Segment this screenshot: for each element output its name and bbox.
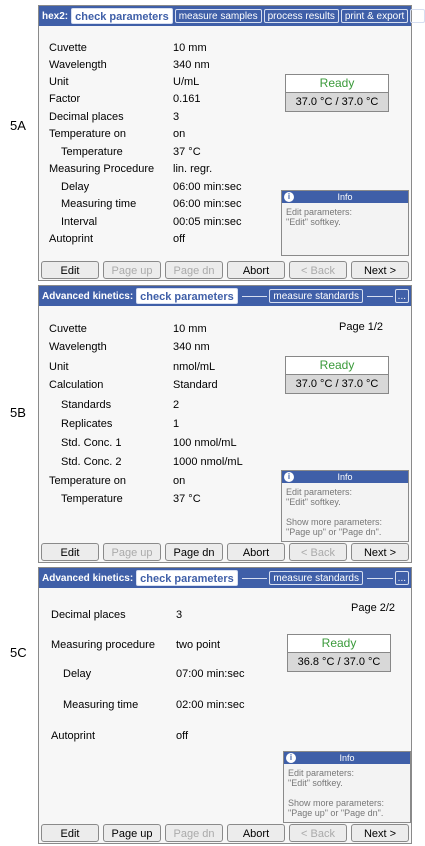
info-title: Info (339, 753, 355, 763)
param-name: Measuring Procedure (49, 163, 155, 175)
tab-more[interactable]: ... (395, 289, 409, 303)
param-value: 340 nm (173, 59, 210, 71)
param-name: Cuvette (49, 323, 87, 335)
param-value: nmol/mL (173, 361, 216, 373)
tab-measure-standards[interactable]: measure standards (269, 571, 363, 585)
param-name: Std. Conc. 2 (61, 456, 122, 468)
param-value: on (173, 475, 186, 487)
param-value: Standard (173, 379, 218, 391)
info-icon: i (284, 192, 294, 202)
param-value: off (173, 233, 186, 245)
tab-more[interactable]: ... (410, 9, 424, 23)
info-header (284, 752, 410, 764)
edit-button[interactable]: Edit (41, 824, 99, 842)
info-header (282, 191, 408, 203)
param-name: Measuring time (63, 699, 139, 711)
info-icon: i (284, 472, 294, 482)
param-name: Autoprint (49, 233, 94, 245)
tab-separator (367, 578, 393, 579)
param-value: on (173, 128, 186, 140)
param-name: Unit (49, 361, 69, 373)
param-name: Autoprint (51, 730, 96, 742)
softkey-bar (39, 543, 411, 563)
info-text: Edit parameters: "Edit" softkey. (286, 207, 353, 227)
param-name: Replicates (61, 418, 113, 430)
param-value: 00:05 min:sec (173, 216, 242, 228)
ready-status: Ready (288, 635, 390, 653)
page-indicator: Page 2/2 (351, 602, 396, 614)
tab-separator (367, 296, 393, 297)
tab-check-parameters[interactable]: check parameters (71, 8, 173, 24)
app-name: Advanced kinetics: (42, 572, 134, 584)
page-down-button[interactable]: Page dn (165, 261, 223, 279)
temperature-readout: 37.0 °C / 37.0 °C (286, 93, 388, 111)
param-name: Measuring time (61, 198, 137, 210)
param-name: Unit (49, 76, 69, 88)
param-value: 07:00 min:sec (176, 668, 245, 680)
param-name: Interval (61, 216, 98, 228)
param-value: 06:00 min:sec (173, 198, 242, 210)
panel-label-5b: 5B (10, 405, 26, 420)
app-name: hex2: (42, 10, 69, 22)
info-text: Edit parameters: "Edit" softkey. Show more parameters: "Page up" or "Page dn". (288, 768, 385, 818)
param-name: Calculation (49, 379, 104, 391)
param-value: lin. regr. (173, 163, 213, 175)
param-value: 37 °C (173, 146, 201, 158)
param-value: 0.161 (173, 93, 201, 105)
param-name: Decimal places (49, 111, 124, 123)
title-bar (39, 286, 411, 306)
info-text: Edit parameters: "Edit" softkey. Show more parameters: "Page up" or "Page dn". (286, 487, 383, 537)
back-button[interactable]: < Back (289, 824, 347, 842)
tab-check-parameters[interactable]: check parameters (136, 570, 238, 586)
title-bar (39, 568, 411, 588)
next-button[interactable]: Next > (351, 543, 409, 561)
ready-status: Ready (286, 357, 388, 375)
param-value: 10 mm (173, 323, 207, 335)
temperature-readout: 37.0 °C / 37.0 °C (286, 375, 388, 393)
screen-5a (38, 5, 422, 281)
param-value: 02:00 min:sec (176, 699, 245, 711)
info-title: Info (337, 472, 353, 482)
param-name: Decimal places (51, 609, 126, 621)
back-button[interactable]: < Back (289, 261, 347, 279)
page-up-button[interactable]: Page up (103, 824, 161, 842)
param-value: U/mL (173, 76, 200, 88)
tab-measure-samples[interactable]: measure samples (175, 9, 262, 23)
next-button[interactable]: Next > (351, 261, 409, 279)
tab-separator (242, 296, 268, 297)
edit-button[interactable]: Edit (41, 261, 99, 279)
page-up-button[interactable]: Page up (103, 261, 161, 279)
tab-measure-standards[interactable]: measure standards (269, 289, 363, 303)
tab-print-export[interactable]: print & export (341, 9, 408, 23)
param-value: 3 (176, 609, 183, 621)
screen-5c (38, 567, 412, 844)
param-value: 06:00 min:sec (173, 181, 242, 193)
param-name: Measuring procedure (51, 639, 155, 651)
page-up-button[interactable]: Page up (103, 543, 161, 561)
abort-button[interactable]: Abort (227, 261, 285, 279)
panel-label-5a: 5A (10, 118, 26, 133)
info-icon: i (286, 753, 296, 763)
title-bar (39, 6, 422, 26)
param-value: off (176, 730, 189, 742)
info-panel (281, 190, 409, 256)
ready-status: Ready (286, 75, 388, 93)
tab-separator (242, 578, 268, 579)
info-panel (283, 751, 411, 823)
edit-button[interactable]: Edit (41, 543, 99, 561)
info-title: Info (337, 192, 353, 202)
param-value: 2 (173, 399, 180, 411)
app-name: Advanced kinetics: (42, 290, 134, 302)
param-value: 1 (173, 418, 180, 430)
param-value: 100 nmol/mL (173, 437, 237, 449)
param-name: Wavelength (49, 341, 107, 353)
param-name: Temperature on (49, 128, 127, 140)
param-name: Standards (61, 399, 112, 411)
param-name: Wavelength (49, 59, 107, 71)
param-name: Std. Conc. 1 (61, 437, 122, 449)
abort-button[interactable]: Abort (227, 824, 285, 842)
page-indicator: Page 1/2 (339, 321, 384, 333)
page-down-button[interactable]: Page dn (165, 824, 223, 842)
next-button[interactable]: Next > (351, 824, 409, 842)
status-box (287, 634, 391, 672)
info-header (282, 471, 408, 483)
param-value: 10 mm (173, 42, 207, 54)
tab-process-results[interactable]: process results (264, 9, 339, 23)
param-value: 340 nm (173, 341, 210, 353)
param-name: Delay (61, 181, 90, 193)
screen-5b (38, 285, 412, 563)
back-button[interactable]: < Back (289, 543, 347, 561)
status-box (285, 356, 389, 394)
param-name: Delay (63, 668, 92, 680)
param-name: Cuvette (49, 42, 87, 54)
panel-label-5c: 5C (10, 645, 27, 660)
param-name: Temperature (61, 146, 123, 158)
tab-more[interactable]: ... (395, 571, 409, 585)
page-down-button[interactable]: Page dn (165, 543, 223, 561)
abort-button[interactable]: Abort (227, 543, 285, 561)
param-value: two point (176, 639, 221, 651)
softkey-bar (39, 824, 411, 844)
param-name: Temperature (61, 493, 123, 505)
temperature-readout: 36.8 °C / 37.0 °C (288, 653, 390, 671)
param-name: Temperature on (49, 475, 127, 487)
param-value: 3 (173, 111, 180, 123)
status-box (285, 74, 389, 112)
info-panel (281, 470, 409, 542)
tab-check-parameters[interactable]: check parameters (136, 288, 238, 304)
param-value: 37 °C (173, 493, 201, 505)
softkey-bar (39, 261, 411, 281)
param-name: Factor (49, 93, 81, 105)
param-value: 1000 nmol/mL (173, 456, 243, 468)
